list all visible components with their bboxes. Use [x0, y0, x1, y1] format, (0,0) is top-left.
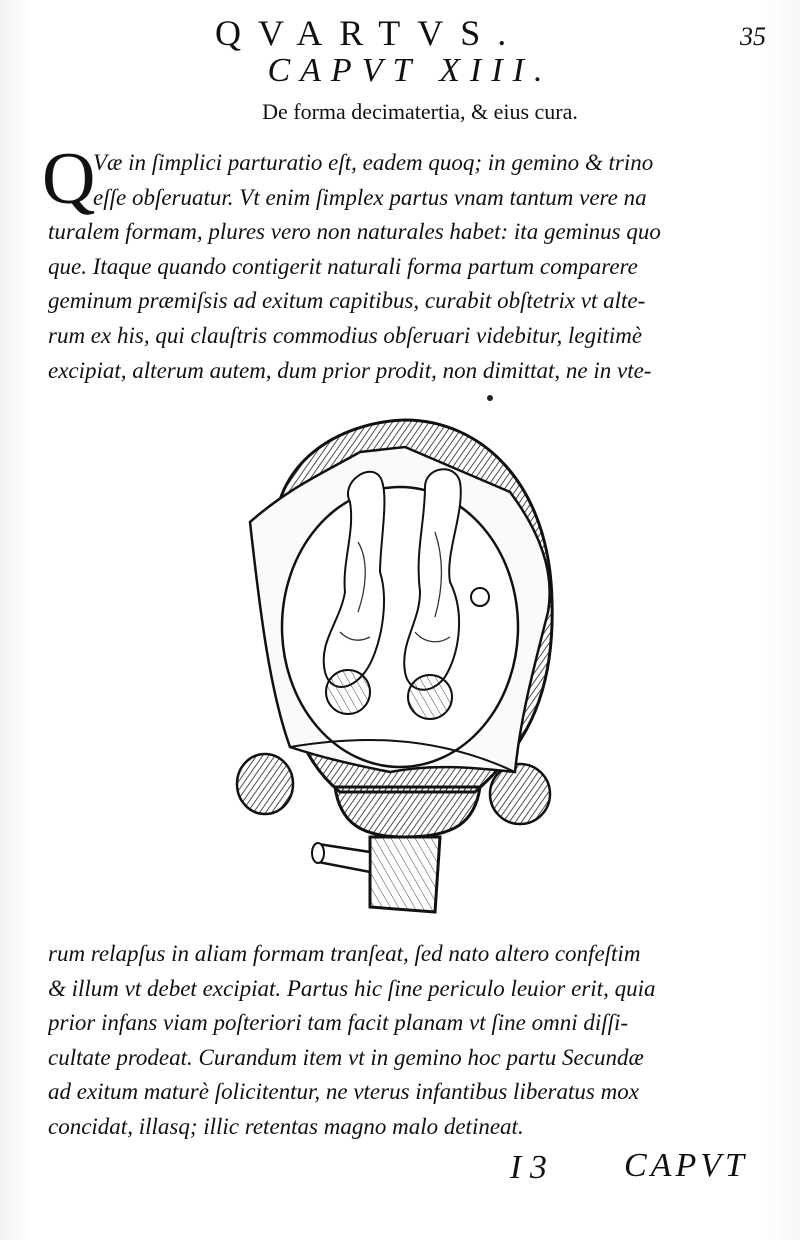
catchword-row [0, 1147, 800, 1187]
text-line: Væ in ſimplici parturatio eſt, eadem quoq; in gemino & trino [93, 150, 654, 175]
text-line: que. Itaque quando contigerit naturali forma partum comparere [48, 253, 638, 279]
text-line: geminum præmiſsis ad exitum capitibus, curabit obſtetrix vt alte- [48, 288, 646, 314]
text-line: eſſe obſeruatur. Vt enim ſimplex partus vnam tantum vere na [93, 184, 647, 210]
page-number: 35 [740, 22, 766, 51]
text-line: concidat, illasq; illic retentas magno malo detineat. [48, 1113, 524, 1139]
text-line: cultate prodeat. Curandum item vt in gemino hoc partu Secundæ [48, 1044, 644, 1070]
signature-mark: I 3 [510, 1149, 547, 1186]
catchword: CAPVT [624, 1147, 748, 1184]
drop-initial: Q [42, 138, 96, 220]
text-line: & illum vt debet excipiat. Partus hic ſine periculo leuior erit, quia [48, 975, 656, 1001]
running-head [0, 12, 800, 52]
text-line: rum relapſus in aliam formam tranſeat, ſed nato altero confeſtim [48, 941, 641, 966]
woodcut-illustration [230, 392, 570, 922]
text-line: excipiat, alterum autem, dum prior prodit, non dimittat, ne in vte- [48, 357, 652, 383]
text-block-bottom [48, 937, 760, 1145]
text-line: ad exitum maturè ſolicitentur, ne vterus infantibus liberatus mox [48, 1079, 639, 1105]
chapter-heading: CAPVT XIII. [267, 52, 553, 89]
text-line: rum ex his, qui clauſtris commodius obſeruari videbitur, legitimè [48, 322, 643, 348]
chapter-subtitle: De forma decimatertia, & eius cura. [262, 99, 578, 124]
running-title: QVARTVS. [215, 13, 524, 53]
text-block-top [48, 146, 760, 388]
text-line: prior infans viam poſteriori tam facit planam vt ſine omni diſſi- [48, 1010, 629, 1036]
text-line: turalem formam, plures vero non naturales habet: ita geminus quo [48, 219, 661, 245]
